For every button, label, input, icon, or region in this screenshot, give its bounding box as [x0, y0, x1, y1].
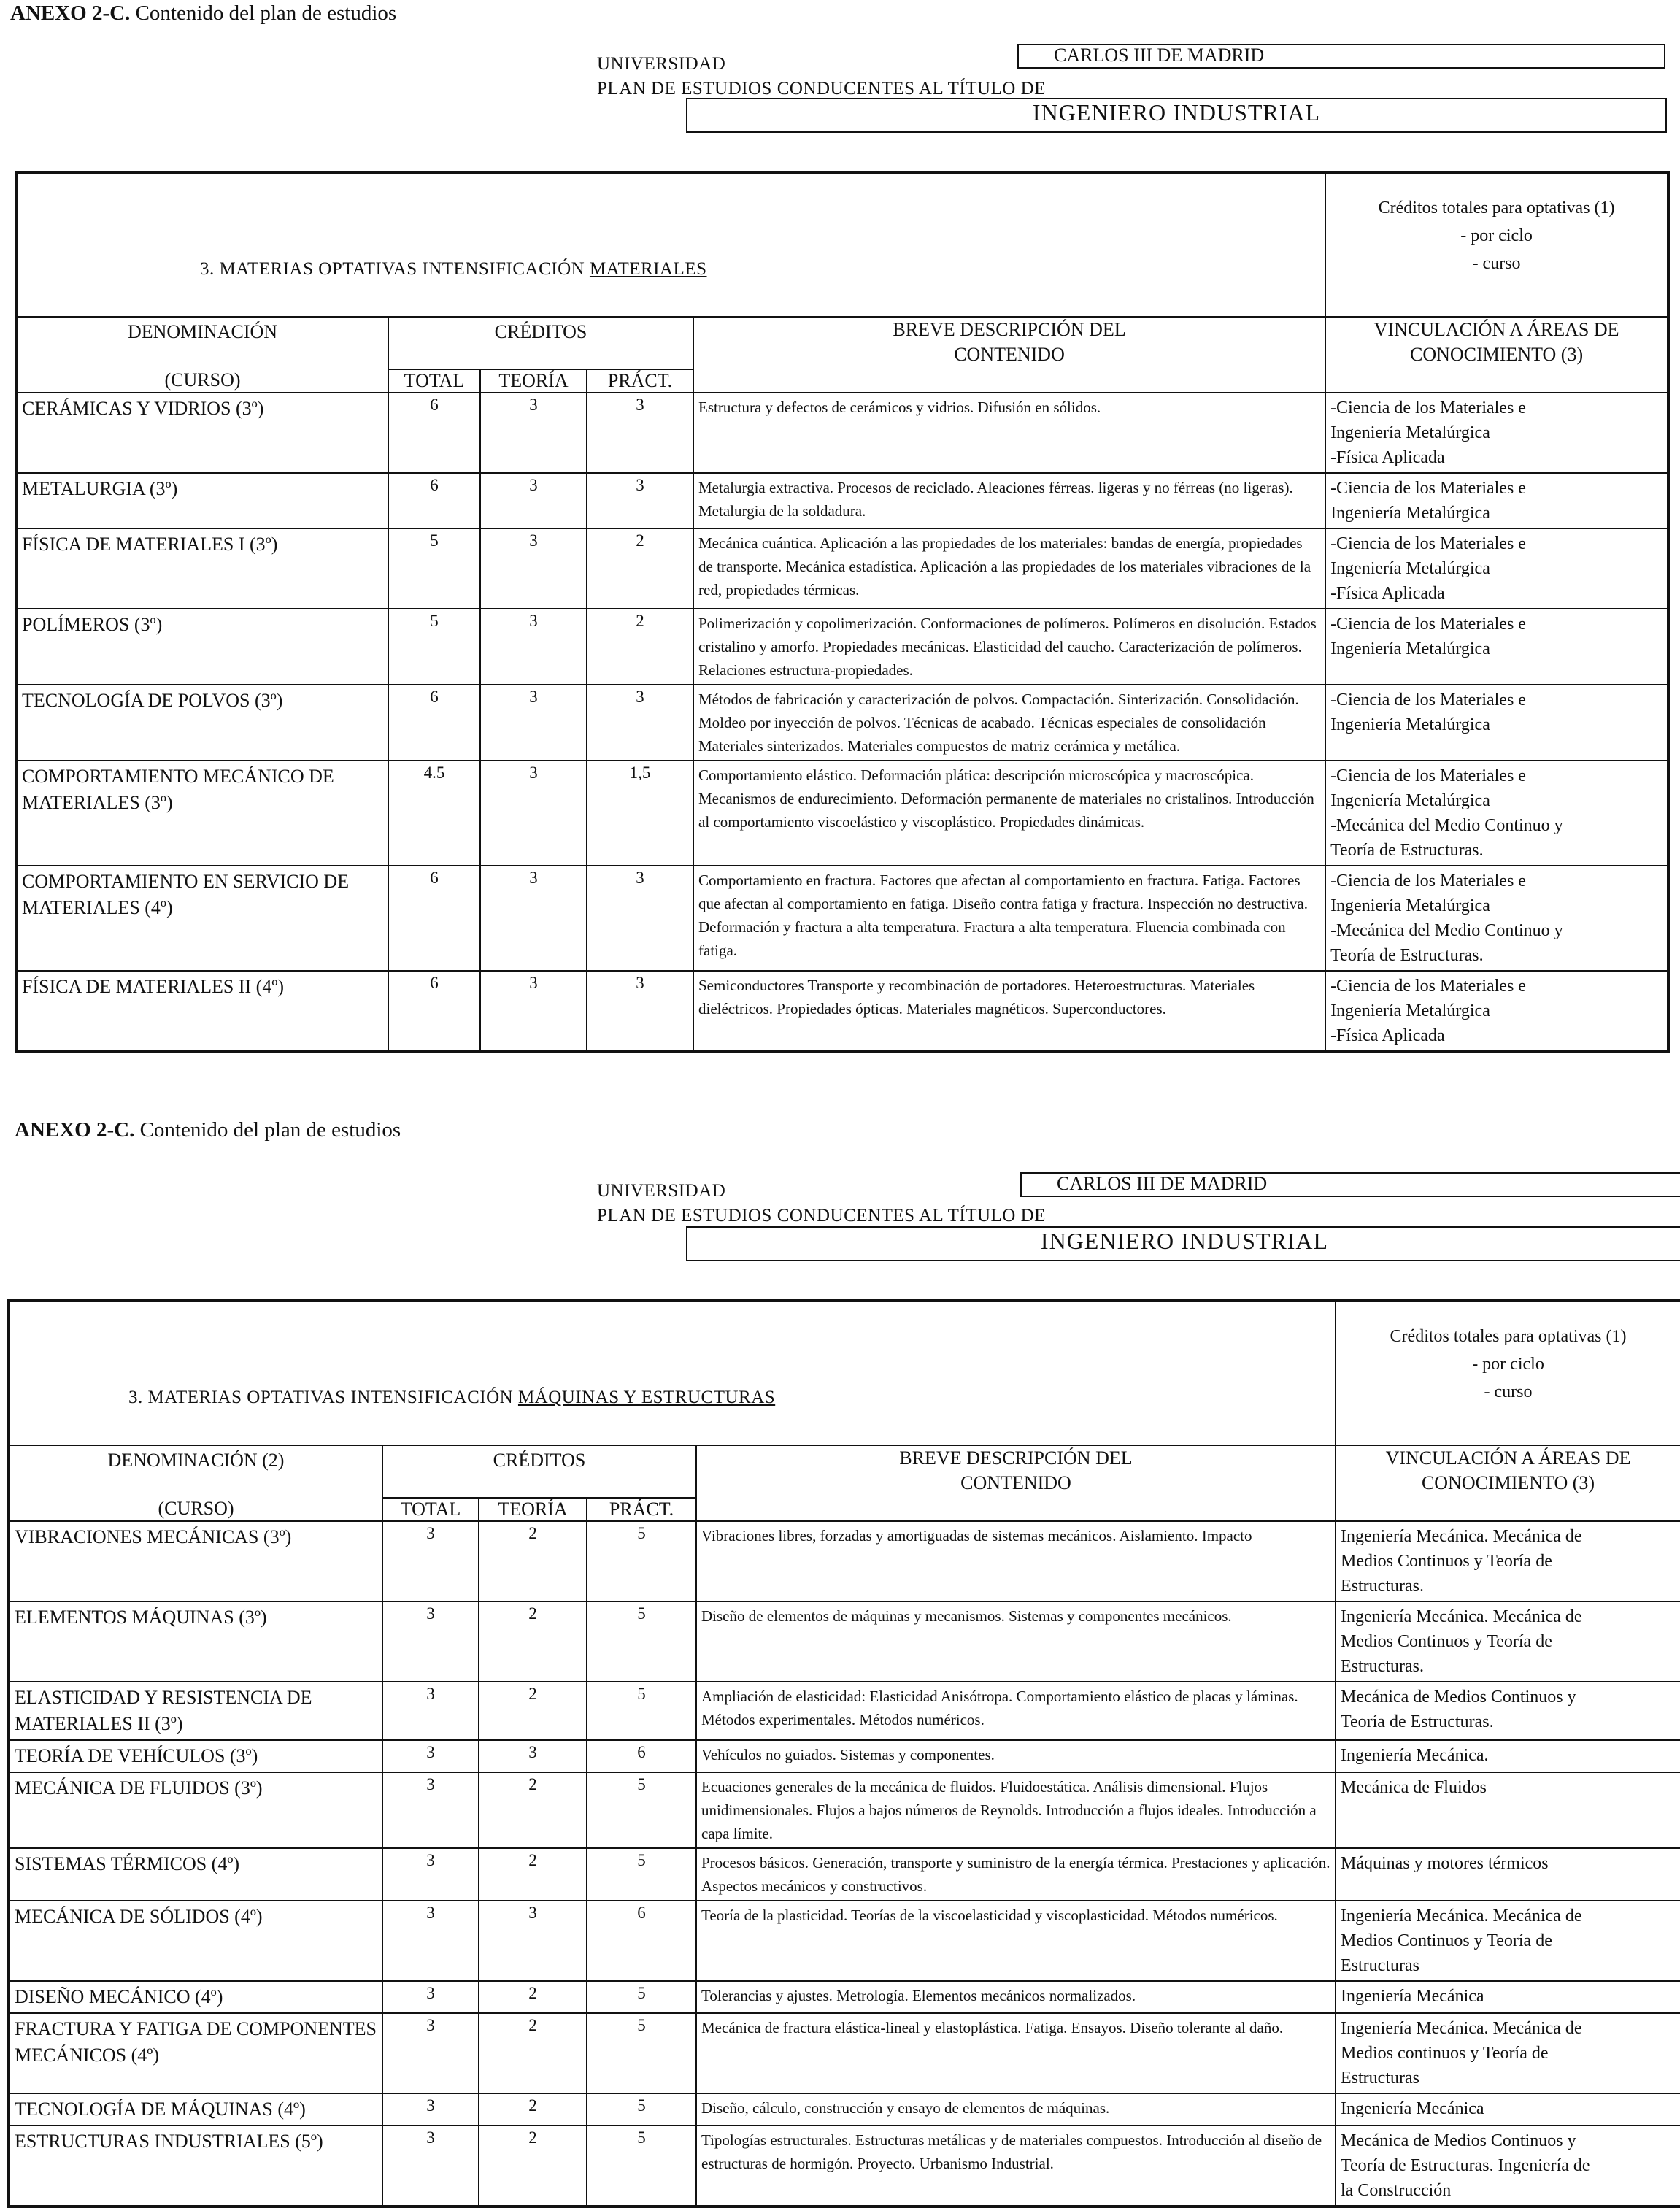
creditos-teoria: 3	[480, 971, 587, 1052]
table-row	[9, 1682, 1680, 1740]
area-conocimiento: Mecánica de Medios Continuos y Teoría de Estructuras. Ingeniería de la Construcción	[1336, 2126, 1680, 2207]
creditos-total: 3	[382, 1601, 479, 1682]
creditos-total: 5	[388, 528, 480, 609]
asignatura-name: TECNOLOGÍA DE MÁQUINAS (4º)	[9, 2093, 382, 2126]
area-conocimiento: -Ciencia de los Materiales e Ingeniería Metalúrgica -Física Aplicada	[1325, 528, 1668, 609]
table-row	[16, 473, 1668, 528]
section-maquinas-estructuras	[0, 1117, 1680, 2200]
area-conocimiento: Mecánica de Medios Continuos y Teoría de Estructuras.	[1336, 1682, 1680, 1740]
header-creditos: CRÉDITOS	[382, 1445, 696, 1498]
asignatura-name: TEORÍA DE VEHÍCULOS (3º)	[9, 1740, 382, 1772]
creditos-teoria: 2	[479, 1981, 587, 2013]
creditos-pract: 5	[587, 2013, 696, 2093]
creditos-pract: 6	[587, 1740, 696, 1772]
table-row	[9, 1740, 1680, 1772]
creditos-total: 3	[382, 1521, 479, 1601]
asignatura-name: METALURGIA (3º)	[16, 473, 388, 528]
area-conocimiento: Máquinas y motores térmicos	[1336, 1848, 1680, 1901]
creditos-total: 3	[382, 1848, 479, 1901]
descripcion: Procesos básicos. Generación, transporte y suministro de la energía térmica. Prestaciones y aplicación. Aspectos mecánicos y constructivos.	[696, 1848, 1336, 1901]
descripcion: Diseño, cálculo, construcción y ensayo de elementos de máquinas.	[696, 2093, 1336, 2126]
descripcion: Semiconductores Transporte y recombinación de portadores. Heteroestructuras. Materiales dieléctricos. Propiedades ópticas. Materiales magnéticos. Superconductores.	[693, 971, 1325, 1052]
creditos-pract: 5	[587, 1601, 696, 1682]
creditos-teoria: 3	[479, 1740, 587, 1772]
descripcion: Tolerancias y ajustes. Metrología. Elementos mecánicos normalizados.	[696, 1981, 1336, 2013]
table-row	[16, 866, 1668, 971]
descripcion: Ampliación de elasticidad: Elasticidad Anisótropa. Comportamiento elástico de placas y láminas. Métodos experimentales. Métodos numéricos.	[696, 1682, 1336, 1740]
asignatura-name: COMPORTAMIENTO MECÁNICO DE MATERIALES (3º)	[16, 761, 388, 866]
table-row	[9, 1981, 1680, 2013]
table-row	[9, 1772, 1680, 1848]
creditos-teoria: 2	[479, 2093, 587, 2126]
creditos-total: 3	[382, 1981, 479, 2013]
creditos-teoria: 3	[480, 393, 587, 473]
descripcion: Mecánica cuántica. Aplicación a las propiedades de los materiales: bandas de energía, propiedades de transporte. Mecánica estadística. Aplicación a las propiedades de los materiales vibraciones de la red, propiedades térmicas.	[693, 528, 1325, 609]
area-conocimiento: Ingeniería Mecánica.	[1336, 1740, 1680, 1772]
header-total: TOTAL	[388, 369, 480, 393]
area-conocimiento: -Ciencia de los Materiales e Ingeniería Metalúrgica	[1325, 685, 1668, 761]
header-teoria: TEORÍA	[480, 369, 587, 393]
creditos-teoria: 3	[479, 1901, 587, 1981]
section-materiales	[0, 0, 1680, 1066]
descripcion: Teoría de la plasticidad. Teorías de la viscoelasticidad y viscoplasticidad. Métodos numéricos.	[696, 1901, 1336, 1981]
asignatura-name: TECNOLOGÍA DE POLVOS (3º)	[16, 685, 388, 761]
asignatura-name: DISEÑO MECÁNICO (4º)	[9, 1981, 382, 2013]
creditos-total: 5	[388, 609, 480, 685]
creditos-pract: 5	[587, 1772, 696, 1848]
creditos-pract: 6	[587, 1901, 696, 1981]
creditos-total: 6	[388, 866, 480, 971]
table-row	[16, 971, 1668, 1052]
asignatura-name: FRACTURA Y FATIGA DE COMPONENTES MECÁNICOS (4º)	[9, 2013, 382, 2093]
creditos-teoria: 2	[479, 2013, 587, 2093]
table-row	[9, 1901, 1680, 1981]
asignatura-name: MECÁNICA DE SÓLIDOS (4º)	[9, 1901, 382, 1981]
creditos-total: 3	[382, 1682, 479, 1740]
asignatura-name: VIBRACIONES MECÁNICAS (3º)	[9, 1521, 382, 1601]
creditos-teoria: 3	[480, 866, 587, 971]
asignatura-name: ELEMENTOS MÁQUINAS (3º)	[9, 1601, 382, 1682]
creditos-pract: 5	[587, 2093, 696, 2126]
header-curso: (CURSO)	[9, 1498, 382, 1521]
creditos-total: 3	[382, 2013, 479, 2093]
table-title: 3. MATERIAS OPTATIVAS INTENSIFICACIÓN MÁQUINAS Y ESTRUCTURAS	[9, 1301, 1336, 1445]
asignatura-name: FÍSICA DE MATERIALES I (3º)	[16, 528, 388, 609]
creditos-pract: 3	[587, 866, 693, 971]
creditos-teoria: 3	[480, 473, 587, 528]
area-conocimiento: -Ciencia de los Materiales e Ingeniería Metalúrgica	[1325, 473, 1668, 528]
creditos-teoria: 3	[480, 609, 587, 685]
table-row	[16, 609, 1668, 685]
universidad-label: UNIVERSIDAD	[597, 54, 726, 74]
table-row	[16, 393, 1668, 473]
asignatura-name: ESTRUCTURAS INDUSTRIALES (5º)	[9, 2126, 382, 2207]
descripcion: Métodos de fabricación y caracterización de polvos. Compactación. Sinterización. Consolidación. Moldeo por inyección de polvos. Técnicas de acabado. Técnicas especiales de consolidación Materiales sinterizados. Materiales compuestos de matriz cerámica y metálica.	[693, 685, 1325, 761]
creditos-pract: 3	[587, 685, 693, 761]
area-conocimiento: -Ciencia de los Materiales e Ingeniería Metalúrgica -Mecánica del Medio Continuo y Teoría de Estructuras.	[1325, 761, 1668, 866]
universidad-label: UNIVERSIDAD	[597, 1181, 726, 1201]
area-conocimiento: Ingeniería Mecánica. Mecánica de Medios Continuos y Teoría de Estructuras.	[1336, 1521, 1680, 1601]
creditos-total: 3	[382, 2093, 479, 2126]
creditos-pract: 3	[587, 971, 693, 1052]
creditos-pract: 5	[587, 1848, 696, 1901]
plan-label: PLAN DE ESTUDIOS CONDUCENTES AL TÍTULO DE	[597, 1206, 1046, 1226]
creditos-teoria: 2	[479, 1521, 587, 1601]
table-row	[9, 2013, 1680, 2093]
creditos-total: 3	[382, 1740, 479, 1772]
creditos-total: 6	[388, 971, 480, 1052]
table-row	[16, 761, 1668, 866]
descripcion: Polimerización y copolimerización. Conformaciones de polímeros. Polímeros en disolución. Estados cristalino y amorfo. Propiedades mecánicas. Elasticidad del caucho. Caracterización de polímeros. Relaciones estructura-propiedades.	[693, 609, 1325, 685]
creditos-pract: 5	[587, 1521, 696, 1601]
creditos-total: 3	[382, 2126, 479, 2207]
plan-label: PLAN DE ESTUDIOS CONDUCENTES AL TÍTULO DE	[597, 79, 1046, 99]
area-conocimiento: -Ciencia de los Materiales e Ingeniería Metalúrgica -Mecánica del Medio Continuo y Teoría de Estructuras.	[1325, 866, 1668, 971]
asignatura-name: POLÍMEROS (3º)	[16, 609, 388, 685]
header-pract: PRÁCT.	[587, 1498, 696, 1521]
anexo-heading: ANEXO 2-C. Contenido del plan de estudios	[15, 1118, 401, 1142]
area-conocimiento: -Ciencia de los Materiales e Ingeniería Metalúrgica -Física Aplicada	[1325, 393, 1668, 473]
area-conocimiento: Ingeniería Mecánica	[1336, 2093, 1680, 2126]
descripcion: Mecánica de fractura elástica-lineal y elastoplástica. Fatiga. Ensayos. Diseño tolerante al daño.	[696, 2013, 1336, 2093]
descripcion: Diseño de elementos de máquinas y mecanismos. Sistemas y componentes mecánicos.	[696, 1601, 1336, 1682]
creditos-total: 3	[382, 1772, 479, 1848]
header-total: TOTAL	[382, 1498, 479, 1521]
header-denominacion: DENOMINACIÓN (2)	[9, 1445, 382, 1498]
header-pract: PRÁCT.	[587, 369, 693, 393]
header-vinculacion: VINCULACIÓN A ÁREAS DE CONOCIMIENTO (3)	[1336, 1445, 1680, 1521]
header-curso: (CURSO)	[16, 369, 388, 393]
creditos-pract: 5	[587, 1981, 696, 2013]
creditos-pract: 3	[587, 393, 693, 473]
creditos-teoria: 2	[479, 1601, 587, 1682]
asignatura-name: CERÁMICAS Y VIDRIOS (3º)	[16, 393, 388, 473]
creditos-teoria: 2	[479, 1682, 587, 1740]
descripcion: Vehículos no guiados. Sistemas y componentes.	[696, 1740, 1336, 1772]
asignatura-name: MECÁNICA DE FLUIDOS (3º)	[9, 1772, 382, 1848]
area-conocimiento: Ingeniería Mecánica	[1336, 1981, 1680, 2013]
header-denominacion: DENOMINACIÓN	[16, 317, 388, 369]
creditos-total: 6	[388, 685, 480, 761]
asignatura-name: FÍSICA DE MATERIALES II (4º)	[16, 971, 388, 1052]
anexo-heading: ANEXO 2-C. Contenido del plan de estudios	[10, 1, 397, 25]
header-breve-descripcion: BREVE DESCRIPCIÓN DEL CONTENIDO	[696, 1445, 1336, 1521]
asignatura-name: ELASTICIDAD Y RESISTENCIA DE MATERIALES II (3º)	[9, 1682, 382, 1740]
header-vinculacion: VINCULACIÓN A ÁREAS DE CONOCIMIENTO (3)	[1325, 317, 1668, 393]
table-maquinas-estructuras	[7, 1299, 1680, 2208]
table-title: 3. MATERIAS OPTATIVAS INTENSIFICACIÓN MATERIALES	[16, 172, 1325, 317]
table-row	[9, 1601, 1680, 1682]
header-breve-descripcion: BREVE DESCRIPCIÓN DEL CONTENIDO	[693, 317, 1325, 393]
creditos-teoria: 3	[480, 761, 587, 866]
creditos-teoria: 3	[480, 528, 587, 609]
descripcion: Comportamiento elástico. Deformación plática: descripción microscópica y macroscópica. Mecanismos de endurecimiento. Deformación permanente de materiales no cristalinos. Introducción al comportamiento viscoelástico y viscoplástico. Propiedades dinámicas.	[693, 761, 1325, 866]
area-conocimiento: Ingeniería Mecánica. Mecánica de Medios Continuos y Teoría de Estructuras.	[1336, 1601, 1680, 1682]
creditos-total: 6	[388, 393, 480, 473]
area-conocimiento: -Ciencia de los Materiales e Ingeniería Metalúrgica	[1325, 609, 1668, 685]
universidad-value: CARLOS III DE MADRID	[1020, 1172, 1680, 1197]
titulo-value: INGENIERO INDUSTRIAL	[686, 1226, 1680, 1261]
creditos-total: 3	[382, 1901, 479, 1981]
table-row	[9, 1521, 1680, 1601]
creditos-pract: 2	[587, 528, 693, 609]
asignatura-name: SISTEMAS TÉRMICOS (4º)	[9, 1848, 382, 1901]
creditos-teoria: 2	[479, 1772, 587, 1848]
header-teoria: TEORÍA	[479, 1498, 587, 1521]
creditos-teoria: 2	[479, 1848, 587, 1901]
table-materiales	[15, 171, 1670, 1053]
area-conocimiento: Ingeniería Mecánica. Mecánica de Medios continuos y Teoría de Estructuras	[1336, 2013, 1680, 2093]
area-conocimiento: -Ciencia de los Materiales e Ingeniería Metalúrgica -Física Aplicada	[1325, 971, 1668, 1052]
descripcion: Vibraciones libres, forzadas y amortiguadas de sistemas mecánicos. Aislamiento. Impacto	[696, 1521, 1336, 1601]
table-row	[16, 528, 1668, 609]
creditos-pract: 5	[587, 2126, 696, 2207]
descripcion: Estructura y defectos de cerámicos y vidrios. Difusión en sólidos.	[693, 393, 1325, 473]
asignatura-name: COMPORTAMIENTO EN SERVICIO DE MATERIALES (4º)	[16, 866, 388, 971]
creditos-teoria: 3	[480, 685, 587, 761]
area-conocimiento: Ingeniería Mecánica. Mecánica de Medios Continuos y Teoría de Estructuras	[1336, 1901, 1680, 1981]
area-conocimiento: Mecánica de Fluidos	[1336, 1772, 1680, 1848]
table-row	[16, 685, 1668, 761]
titulo-value: INGENIERO INDUSTRIAL	[686, 98, 1667, 133]
creditos-teoria: 2	[479, 2126, 587, 2207]
universidad-value: CARLOS III DE MADRID	[1017, 44, 1665, 69]
table-row	[9, 1848, 1680, 1901]
creditos-pract: 5	[587, 1682, 696, 1740]
descripcion: Comportamiento en fractura. Factores que afectan al comportamiento en fractura. Fatiga. Factores que afectan al comportamiento en fatiga. Diseño contra fatiga y fractura. Inspección no destructiva. Deformación y fractura a alta temperatura. Fractura a alta temperatura. Fluencia combinada con fatiga.	[693, 866, 1325, 971]
descripcion: Metalurgia extractiva. Procesos de reciclado. Aleaciones férreas. ligeras y no férreas (no ligeras). Metalurgia de la soldadura.	[693, 473, 1325, 528]
creditos-totales: Créditos totales para optativas (1) - por ciclo - curso	[1325, 172, 1668, 317]
creditos-total: 4.5	[388, 761, 480, 866]
creditos-total: 6	[388, 473, 480, 528]
creditos-pract: 3	[587, 473, 693, 528]
creditos-pract: 1,5	[587, 761, 693, 866]
creditos-pract: 2	[587, 609, 693, 685]
header-creditos: CRÉDITOS	[388, 317, 693, 369]
creditos-totales: Créditos totales para optativas (1) - por ciclo - curso	[1336, 1301, 1680, 1445]
table-row	[9, 2093, 1680, 2126]
table-row	[9, 2126, 1680, 2207]
descripcion: Tipologías estructurales. Estructuras metálicas y de materiales compuestos. Introducción al diseño de estructuras de hormigón. Proyecto. Urbanismo Industrial.	[696, 2126, 1336, 2207]
descripcion: Ecuaciones generales de la mecánica de fluidos. Fluidoestática. Análisis dimensional. Flujos unidimensionales. Flujos a bajos números de Reynolds. Introducción a flujos ideales. Introducción a capa límite.	[696, 1772, 1336, 1848]
